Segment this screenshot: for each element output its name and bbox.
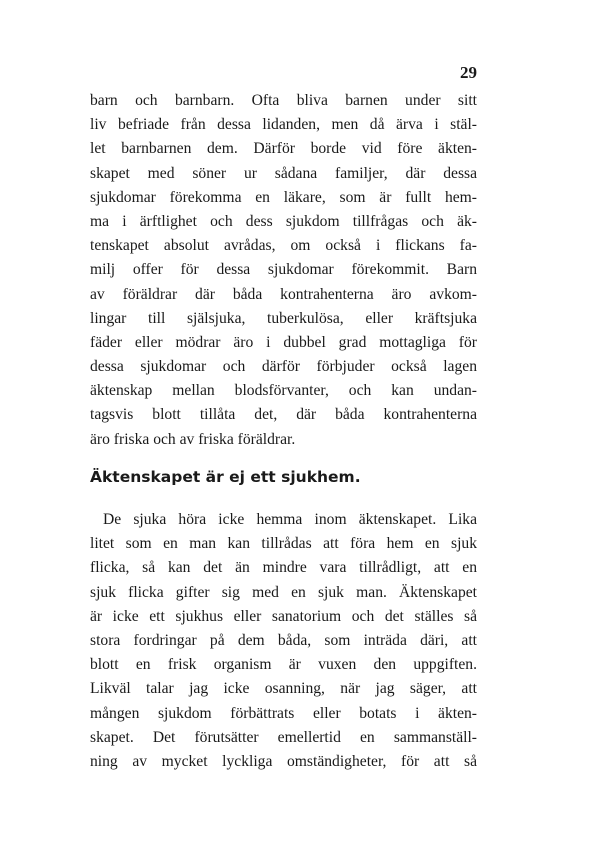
text-line: mången sjukdom förbättrats eller botats i äkten- <box>90 704 477 722</box>
body-paragraph-2 <box>90 508 477 774</box>
page-number: 29 <box>460 63 477 82</box>
text-line: stora fordringar på dem båda, som inträda däri, att <box>90 631 477 649</box>
text-line: blott en frisk organism är vuxen den uppgiften. <box>90 656 477 674</box>
text-line: äro friska och av friska föräldrar. <box>90 430 296 448</box>
text-line: milj offer för dessa sjukdomar förekommit. Barn <box>90 261 477 279</box>
text-line: sjuk flicka gifter sig med en sjuk man. Äktenskapet <box>90 583 477 601</box>
text-line: De sjuka höra icke hemma inom äktenskapet. Lika <box>103 511 477 528</box>
text-line: Likväl talar jag icke osanning, när jag säger, att <box>90 680 477 698</box>
text-line: barn och barnbarn. Ofta bliva barnen under sitt <box>90 92 477 109</box>
text-line: fäder eller mödrar äro i dubbel grad mottagliga för <box>90 333 477 351</box>
text-line: flicka, så kan det än mindre vara tillrådligt, att en <box>90 559 477 577</box>
text-line: av föräldrar där båda kontrahenterna äro avkom- <box>90 285 477 303</box>
text-line: litet som en man kan tillrådas att föra hem en sjuk <box>90 535 477 553</box>
text-line: är icke ett sjukhus eller sanatorium och det ställes så <box>90 607 477 625</box>
text-line: dessa sjukdomar och därför förbjuder också lagen <box>90 358 477 376</box>
text-line: äktenskap mellan blodsförvanter, och kan undan- <box>90 382 477 400</box>
body-paragraph-1 <box>90 89 477 452</box>
text-line: lingar till själsjuka, tuberkulösa, eller kräftsjuka <box>90 309 477 327</box>
text-line: sjukdomar förekomma en läkare, som är fullt hem- <box>90 188 477 206</box>
text-line: ning av mycket lyckliga omständigheter, för att så <box>90 752 477 770</box>
text-line: tenskapet absolut avrådas, om också i flickans fa- <box>90 237 477 255</box>
text-line: skapet med söner ur sådana familjer, där dessa <box>90 164 477 182</box>
text-line: liv befriade från dessa lidanden, men då ärva i stäl- <box>90 116 477 134</box>
text-line: ma i ärftlighet och dess sjukdom tillfrågas och äk- <box>90 212 477 230</box>
section-heading: Äktenskapet är ej ett sjukhem. <box>90 468 361 486</box>
text-line: let barnbarnen dem. Därför borde vid före äkten- <box>90 140 477 158</box>
text-line: tagsvis blott tillåta det, där båda kontrahenterna <box>90 406 477 424</box>
text-line: skapet. Det förutsätter emellertid en sammanställ- <box>90 728 477 746</box>
